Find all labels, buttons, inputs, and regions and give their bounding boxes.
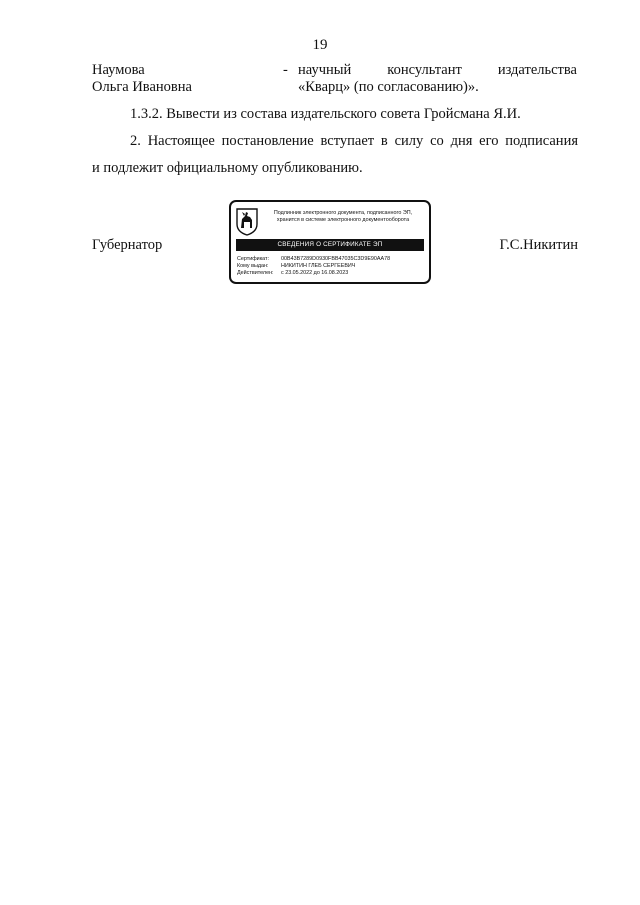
stamp-header-line: хранится в системе электронного документооборота: [276, 217, 410, 223]
stamp-issued-value: НИКИТИН ГЛЕБ СЕРГЕЕВИЧ: [281, 263, 356, 269]
stamp-certificate-row: [237, 256, 390, 263]
stamp-issued-row: [237, 263, 355, 270]
member-surname: Наумова: [92, 62, 145, 78]
stamp-certificate-value: 00B43B7289D0930FBB47035C3D9E90AA78: [281, 256, 391, 262]
member-role-line2: «Кварц» (по согласованию)».: [298, 79, 479, 95]
member-given-names: Ольга Ивановна: [92, 79, 192, 95]
page-number: 19: [312, 37, 328, 53]
member-dash: -: [283, 62, 288, 78]
signature-name: Г.С.Никитин: [499, 237, 578, 253]
coat-of-arms-icon: [236, 208, 258, 236]
stamp-valid-row: [237, 270, 348, 277]
stamp-certificate-label: Сертификат:: [237, 256, 270, 262]
member-role-line1: [298, 62, 577, 79]
electronic-signature-stamp: [229, 200, 431, 284]
member-role-word: научный: [298, 62, 352, 78]
stamp-issued-label: Кому выдан:: [237, 263, 269, 269]
signature-position: Губернатор: [92, 237, 163, 253]
stamp-header-line: Подлинник электронного документа, подписанного ЭП,: [273, 210, 413, 216]
stamp-valid-value: с 23.05.2022 до 16.08.2023: [281, 270, 349, 276]
stamp-valid-label: Действителен:: [237, 270, 274, 276]
member-role-word: издательства: [497, 62, 577, 78]
stamp-certificate-bar: СВЕДЕНИЯ О СЕРТИФИКАТЕ ЭП: [236, 239, 424, 251]
paragraph-2-line1: 2. Настоящее постановление вступает в силу со дня его подписания: [130, 133, 578, 149]
paragraph-2-line2: и подлежит официальному опубликованию.: [92, 160, 363, 176]
paragraph-1-3-2: 1.3.2. Вывести из состава издательского совета Гройсмана Я.И.: [130, 106, 521, 122]
member-role-word: консультант: [387, 62, 462, 78]
stamp-header: [261, 210, 425, 224]
